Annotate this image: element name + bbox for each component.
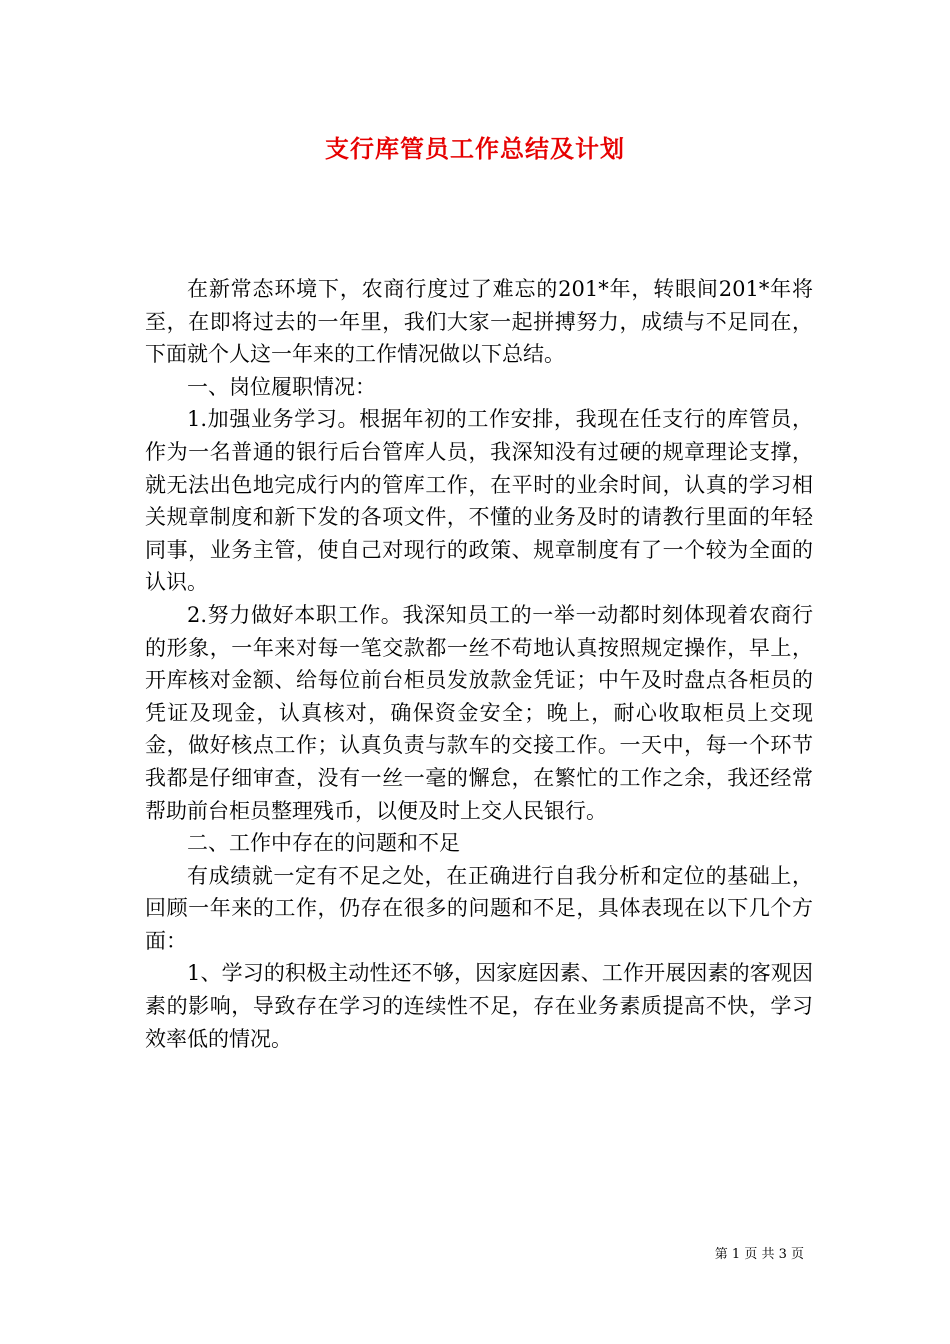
- intro-paragraph: 在新常态环境下，农商行度过了难忘的201*年，转眼间201*年将至，在即将过去的一年里，我们大家一起拼搏努力，成绩与不足同在，下面就个人这一年来的工作情况做以下总结。: [145, 277, 813, 367]
- section-heading-duties: 一、岗位履职情况：: [187, 374, 376, 399]
- section-heading-problems: 二、工作中存在的问题和不足: [187, 831, 460, 856]
- document-body: [145, 273, 813, 1055]
- page-number: 第 1 页 共 3 页: [714, 1247, 804, 1262]
- paragraph-shortcomings: 有成绩就一定有不足之处，在正确进行自我分析和定位的基础上，回顾一年来的工作，仍存在很多的问题和不足，具体表现在以下几个方面：: [145, 863, 813, 953]
- paragraph-shortcoming-1: 1、学习的积极主动性还不够，因家庭因素、工作开展因素的客观因素的影响，导致存在学习的连续性不足，存在业务素质提高不快，学习效率低的情况。: [145, 961, 813, 1051]
- paragraph-study: 1.加强业务学习。根据年初的工作安排，我现在任支行的库管员，作为一名普通的银行后台管库人员，我深知没有过硬的规章理论支撑，就无法出色地完成行内的管库工作，在平时的业余时间，认真的学习相关规章制度和新下发的各项文件，不懂的业务及时的请教行里面的年轻同事，业务主管，使自己对现行的政策、规章制度有了一个较为全面的认识。: [145, 407, 813, 595]
- paragraph-work: 2.努力做好本职工作。我深知员工的一举一动都时刻体现着农商行的形象，一年来对每一笔交款都一丝不苟地认真按照规定操作，早上，开库核对金额、给每位前台柜员发放款金凭证；中午及时盘点各柜员的凭证及现金，认真核对，确保资金安全；晚上，耐心收取柜员上交现金，做好核点工作；认真负责与款车的交接工作。一天中，每一个环节我都是仔细审查，没有一丝一毫的懈怠，在繁忙的工作之余，我还经常帮助前台柜员整理残币，以便及时上交人民银行。: [145, 602, 813, 823]
- page-title: 支行库管员工作总结及计划: [325, 135, 625, 163]
